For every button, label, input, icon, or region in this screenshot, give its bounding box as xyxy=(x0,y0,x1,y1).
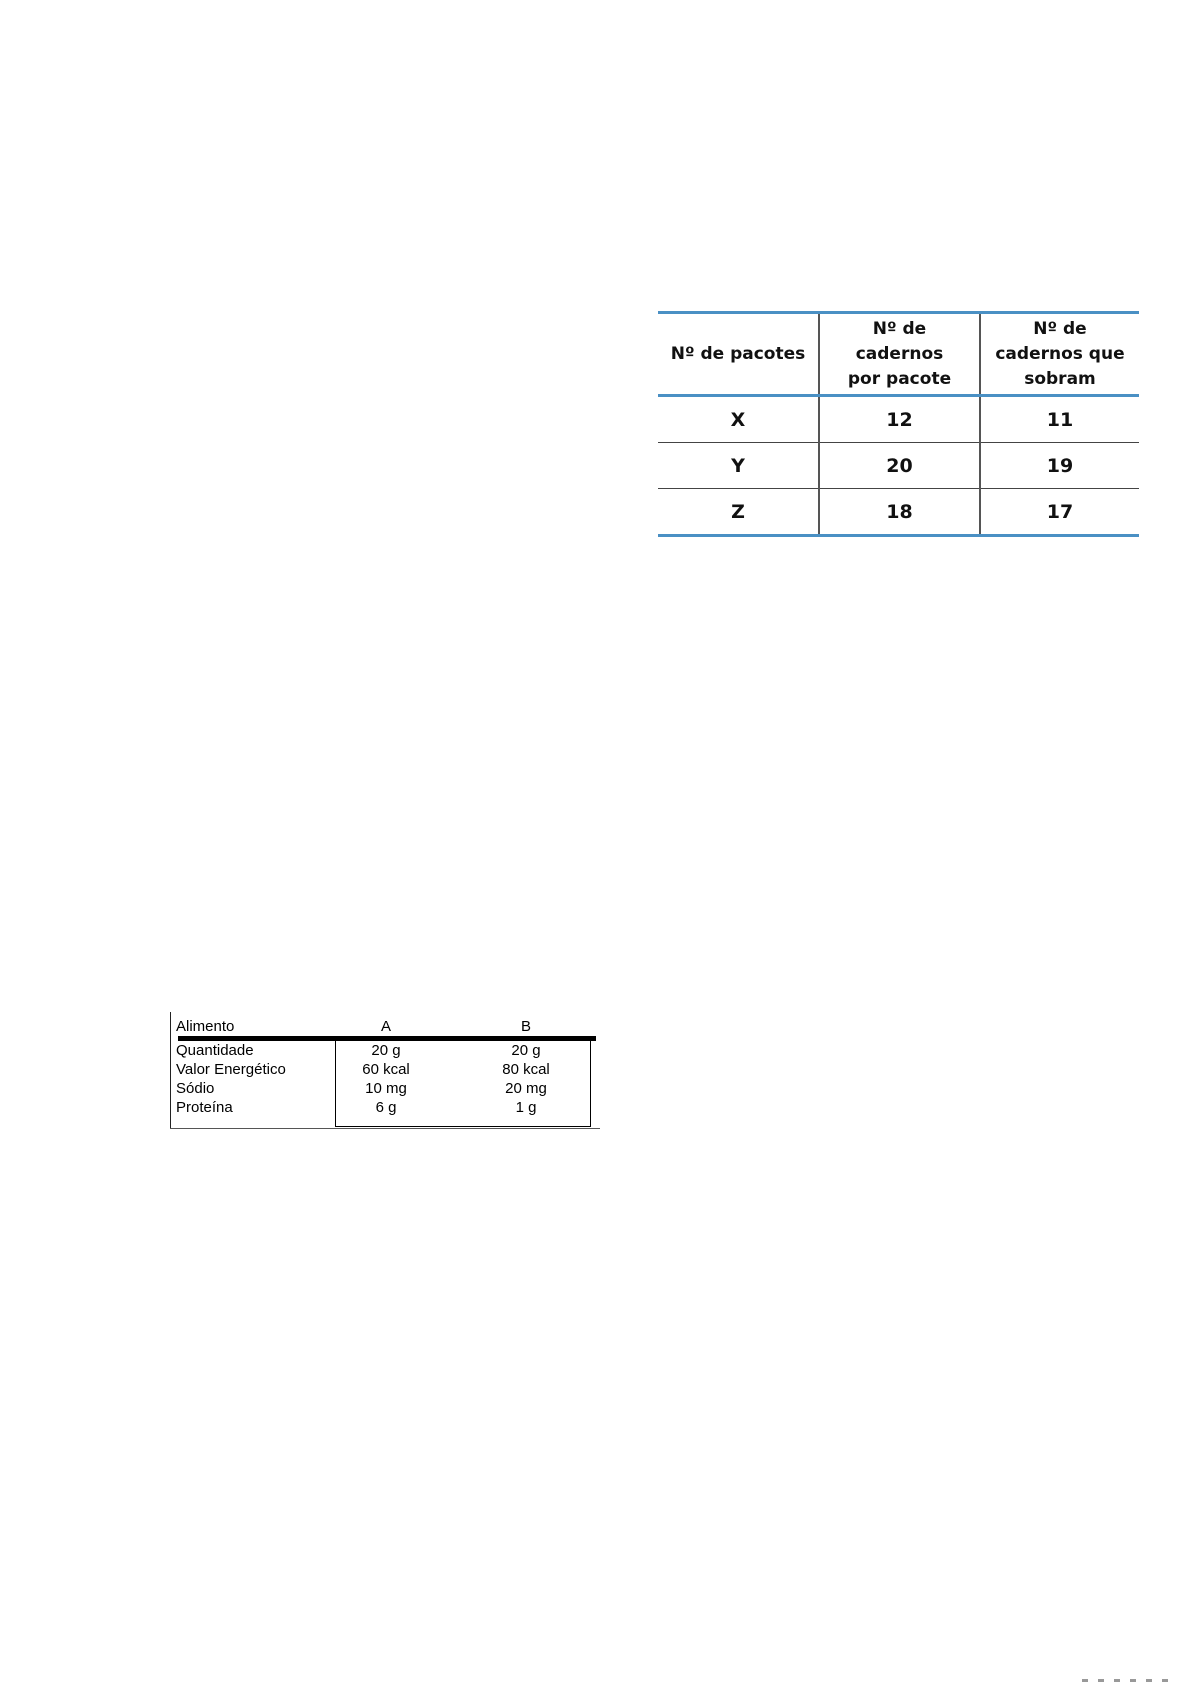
header-num-pacotes xyxy=(658,313,819,396)
value-a: 60 kcal xyxy=(362,1061,410,1078)
header-a: A xyxy=(380,1018,391,1035)
value-b: 80 kcal xyxy=(502,1061,550,1078)
cell-pacote: X xyxy=(730,408,746,431)
table-row xyxy=(658,396,1139,443)
tick-mark xyxy=(1114,1679,1120,1682)
table-row xyxy=(658,489,1139,536)
cell-cadernos-sobram: 11 xyxy=(980,396,1139,443)
header-alimento: Alimento xyxy=(176,1018,235,1035)
header-line: por pacote xyxy=(847,368,952,389)
table-row xyxy=(176,1041,594,1060)
header-line: Nº de xyxy=(872,318,927,339)
value-a: 6 g xyxy=(375,1099,397,1116)
cell-cadernos-sobram: 17 xyxy=(980,489,1139,536)
tick-mark xyxy=(1098,1679,1104,1682)
header-line: cadernos que xyxy=(995,343,1125,364)
alimento-header-row xyxy=(176,1018,594,1036)
header-line: Nº de pacotes xyxy=(670,343,806,364)
tick-mark xyxy=(1130,1679,1136,1682)
value-b: 20 mg xyxy=(505,1080,547,1097)
value-a: 10 mg xyxy=(365,1080,407,1097)
tick-mark xyxy=(1082,1679,1088,1682)
value-a: 20 g xyxy=(371,1042,401,1059)
header-line: Nº de xyxy=(1033,318,1087,339)
cell-pacote: Z xyxy=(658,489,819,536)
value-b: 20 g xyxy=(511,1042,541,1059)
header-b: B xyxy=(520,1018,531,1035)
cell-cadernos-sobram: 19 xyxy=(980,443,1139,489)
table-row xyxy=(176,1079,594,1098)
table-row xyxy=(176,1060,594,1079)
cell-pacote: Y xyxy=(658,443,819,489)
row-label: Valor Energético xyxy=(176,1061,286,1078)
tick-mark xyxy=(1146,1679,1152,1682)
cell-cadernos-por-pacote: 12 xyxy=(819,396,980,443)
row-label: Sódio xyxy=(176,1080,215,1097)
header-cadernos-por-pacote xyxy=(819,313,980,396)
cell-cadernos-por-pacote: 18 xyxy=(819,489,980,536)
row-label: Quantidade xyxy=(176,1042,254,1059)
header-cadernos-que-sobram xyxy=(980,313,1139,396)
table-row xyxy=(658,443,1139,489)
header-line: sobram xyxy=(1024,368,1096,389)
table-row xyxy=(176,1098,594,1117)
header-line: cadernos xyxy=(855,343,944,364)
value-b: 1 g xyxy=(515,1099,537,1116)
tick-mark xyxy=(1162,1679,1168,1682)
alimento-table xyxy=(170,1012,600,1129)
table-left-rule xyxy=(170,1012,171,1128)
table-bottom-rule xyxy=(170,1128,600,1129)
row-label: Proteína xyxy=(176,1099,233,1116)
pacotes-header-row xyxy=(658,313,1139,396)
cell-cadernos-por-pacote: 20 xyxy=(819,443,980,489)
page-edge-marks xyxy=(1082,1679,1168,1685)
pacotes-table xyxy=(658,311,1139,537)
